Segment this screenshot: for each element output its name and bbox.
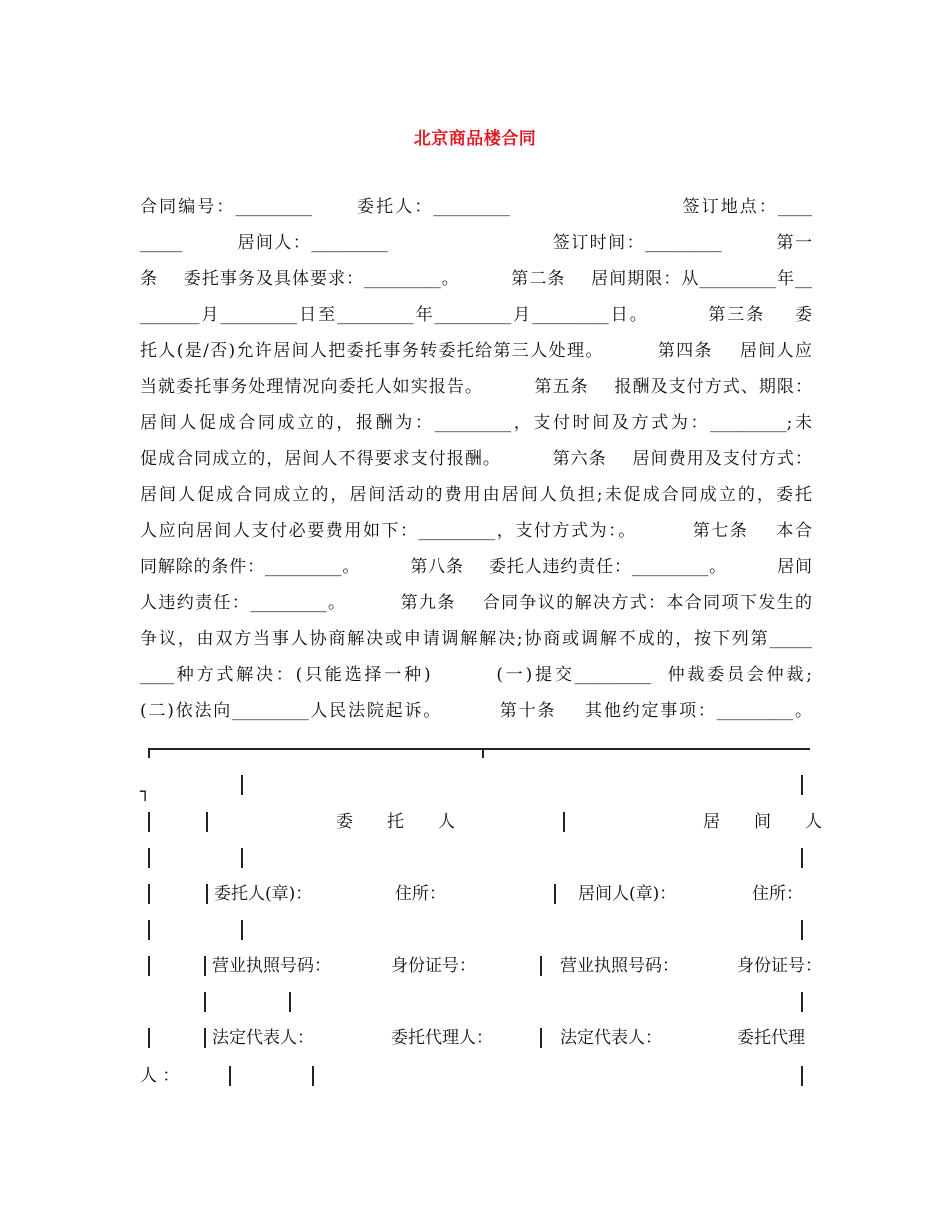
id-number-label-right: 身份证号：: [737, 956, 822, 976]
table-corner-glyph: ┐: [140, 782, 151, 802]
table-corner-middle: [482, 748, 484, 758]
body-line: 托人(是/否)允许居间人把委托事务转委托给第三人处理。 第四条 居间人应: [140, 341, 812, 361]
authorized-agent-label-right-continued: 人 ：: [140, 1066, 180, 1086]
body-line: 合同编号：_________ 委托人：_________ 签订地点：____: [140, 197, 812, 217]
table-border: [554, 884, 556, 904]
table-border: [204, 956, 206, 976]
intermediary-address-label: 住所：: [752, 884, 803, 904]
body-line: (二)依法向_________人民法院起诉。 第十条 其他约定事项：_________。: [140, 701, 812, 721]
principal-seal-label: 委托人(章)：: [214, 884, 313, 904]
body-line: 当就委托事务处理情况向委托人如实报告。 第五条 报酬及支付方式、期限：: [140, 377, 812, 397]
body-line: 促成合同成立的，居间人不得要求支付报酬。 第六条 居间费用及支付方式：: [140, 449, 812, 469]
table-border: [148, 848, 150, 868]
body-line: _____ 居间人：_________ 签订时间：_________ 第一: [140, 233, 812, 253]
license-number-label-left: 营业执照号码：: [212, 956, 331, 976]
table-border: [148, 884, 150, 904]
body-line: 争议，由双方当事人协商解决或申请调解解决;协商或调解不成的，按下列第_____: [140, 629, 812, 649]
table-border: [241, 775, 243, 795]
intermediary-seal-label: 居间人(章)：: [578, 884, 677, 904]
body-line: 居间人促成合同成立的，居间活动的费用由居间人负担;未促成合同成立的，委托: [140, 485, 812, 505]
table-border: [801, 920, 803, 940]
table-border: [312, 1066, 314, 1086]
table-border: [148, 956, 150, 976]
table-border: [204, 1028, 206, 1048]
table-border: [204, 992, 206, 1012]
body-line: 人应向居间人支付必要费用如下：_________，支付方式为：。 第七条 本合: [140, 521, 812, 541]
table-border: [801, 1066, 803, 1086]
table-border: [241, 920, 243, 940]
body-line: 同解除的条件：_________。 第八条 委托人违约责任：_________。 居间: [140, 557, 812, 577]
table-border: [289, 992, 291, 1012]
table-border: [148, 812, 150, 832]
table-border: [801, 992, 803, 1012]
table-border: [206, 884, 208, 904]
license-number-label-right: 营业执照号码：: [560, 956, 679, 976]
body-line: 条 委托事务及具体要求：_________。 第二条 居间期限：从_________年__: [140, 269, 812, 289]
legal-representative-label-right: 法定代表人：: [560, 1028, 662, 1048]
table-border: [206, 812, 208, 832]
table-border: [241, 848, 243, 868]
legal-representative-label-left: 法定代表人：: [212, 1028, 314, 1048]
table-border: [148, 920, 150, 940]
body-line: 居间人促成合同成立的，报酬为：_________，支付时间及方式为：_________;未: [140, 413, 812, 433]
principal-heading: 委 托 人: [336, 812, 455, 832]
table-border: [229, 1066, 231, 1086]
body-line: 人违约责任：_________。 第九条 合同争议的解决方式：本合同项下发生的: [140, 593, 812, 613]
table-top-rule: [148, 748, 810, 750]
table-border: [801, 848, 803, 868]
body-line: _______月_________日至_________年_________月_________日。 第三条 委: [140, 305, 812, 325]
table-border: [540, 956, 542, 976]
authorized-agent-label-right: 委托代理: [737, 1028, 805, 1048]
table-border: [563, 812, 565, 832]
table-border: [801, 775, 803, 795]
authorized-agent-label-left: 委托代理人：: [391, 1028, 493, 1048]
body-line: ____种方式解决：(只能选择一种) (一)提交_________ 仲裁委员会仲裁;: [140, 665, 812, 685]
table-border: [148, 1028, 150, 1048]
table-border: [540, 1028, 542, 1048]
id-number-label-left: 身份证号：: [391, 956, 476, 976]
intermediary-heading: 居 间 人: [703, 812, 822, 832]
document-title: 北京商品楼合同: [413, 129, 537, 149]
principal-address-label: 住所：: [395, 884, 446, 904]
table-corner-left: [148, 748, 150, 758]
